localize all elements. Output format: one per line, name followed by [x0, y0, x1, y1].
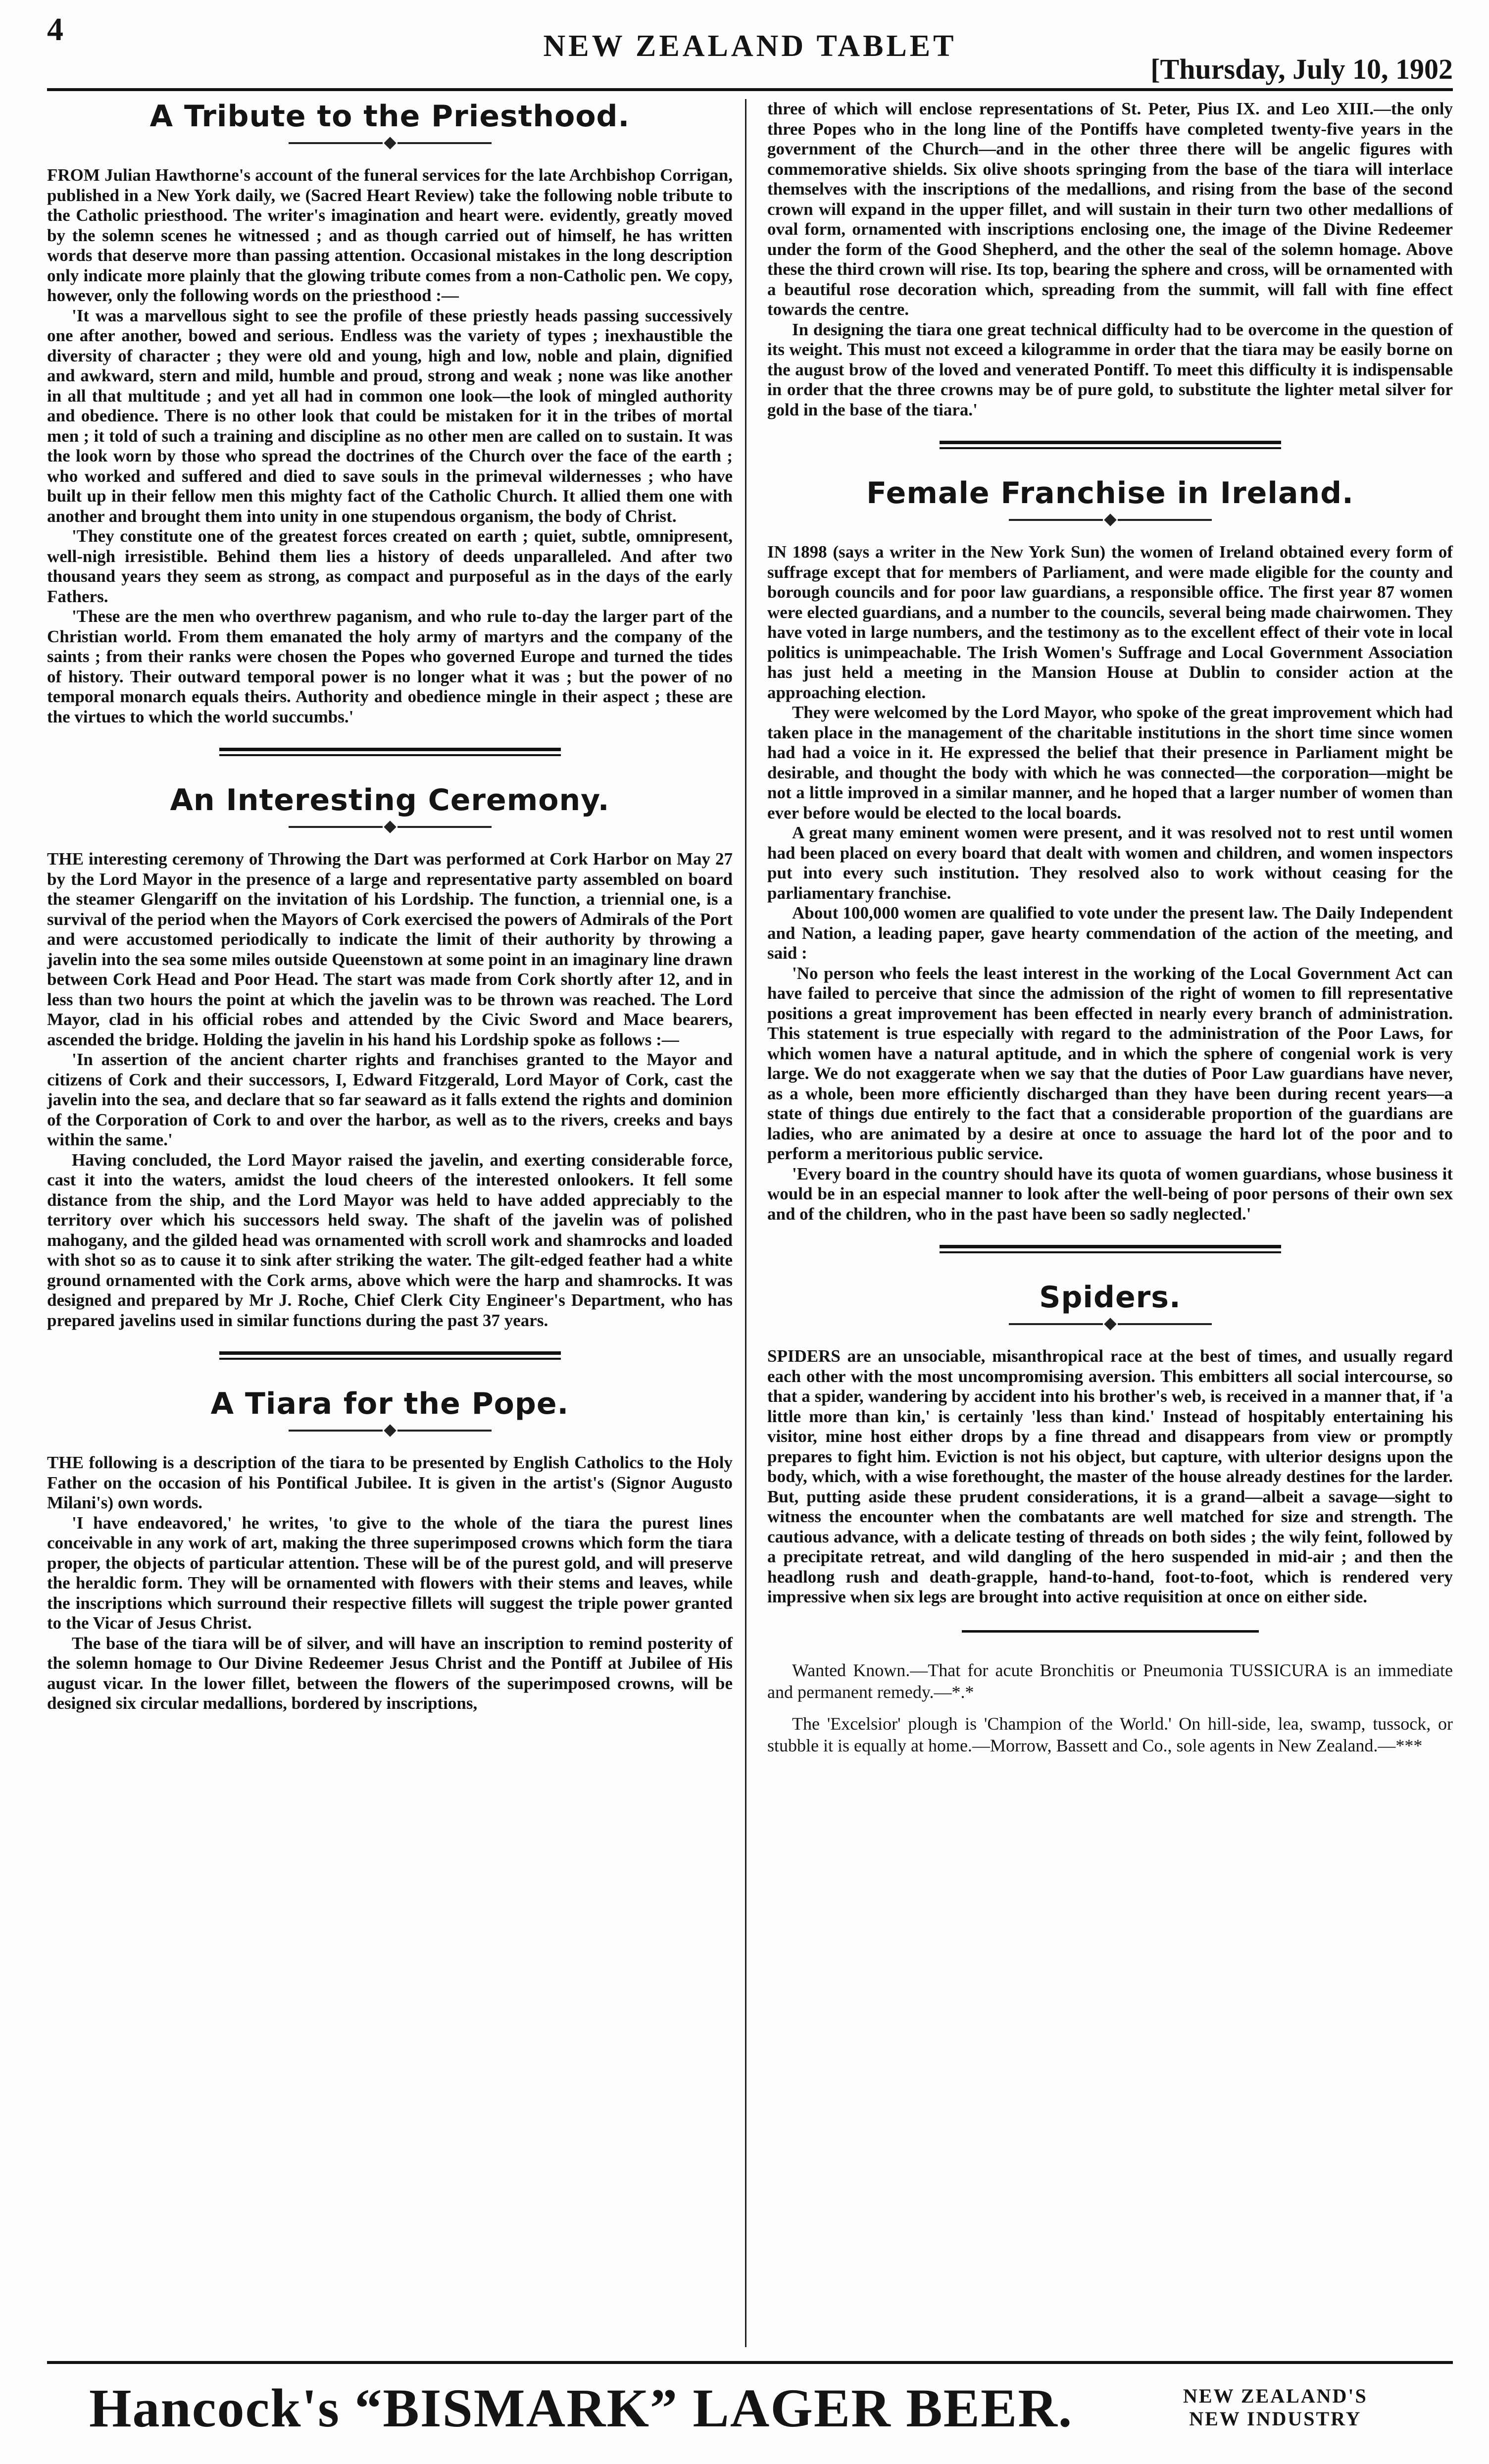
paragraph: 'It was a marvellous sight to see the profile of these priestly heads passing successively one after another, bowed and serious. Endless was the variety of types ; inexhaustible the diversity of character ; they were old and young, high and low, noble and plain, dignified and awkward, stern and mild, humble and proud, strong and weak ; none was like another in all that multitude ; and yet all had in common one look—the look of mingled authority and obedience. There is no other look that could be mistaken for it in the tribes of mortal men ; it told of such a training and discipline as no other men are called on to sustain. It was the look worn by those who spread the doctrines of the Church over the face of the earth ; who worked and suffered and died to save souls in the primeval wildernesses ; who have built up in their fellow men this mighty fact of the Catholic Church. It allied them one with another and brought them into unity in one stupendous organism, the body of Christ. — [47, 306, 733, 526]
newspaper-title: NEW ZEALAND TABLET — [543, 29, 957, 63]
article-separator — [219, 1351, 561, 1360]
ornament-divider — [767, 1320, 1453, 1329]
paragraph: A great many eminent women were present, and it was resolved not to rest until women had been placed on every board that dealt with women and children, and women inspectors put into every such institution. They resolved also to work without ceasing for the parliamentary franchise. — [767, 823, 1453, 903]
article-interesting-ceremony — [47, 783, 733, 1331]
article-female-franchise — [767, 476, 1453, 1224]
page-number: 4 — [47, 11, 63, 48]
notice-tussicura: Wanted Known.—That for acute Bronchitis or Pneumonia TUSSICURA is an immediate and permanent remedy.—*.* — [767, 1660, 1453, 1702]
notice-excelsior-plough: The 'Excelsior' plough is 'Champion of the World.' On hill-side, lea, swamp, tussock, or stubble it is equally at home.—Morrow, Bassett and Co., sole agents in New Zealand.—*** — [767, 1713, 1453, 1755]
paragraph: 'Every board in the country should have its quota of women guardians, whose business it would be in an especial manner to look after the well-being of poor persons of their own sex and of the children, who in the past have been so sadly neglected.' — [767, 1164, 1453, 1224]
column-rule — [745, 99, 746, 2347]
article-title: A Tiara for the Pope. — [210, 1386, 569, 1421]
ornament-divider — [47, 822, 733, 831]
tagline-line: NEW INDUSTRY — [1189, 2408, 1362, 2430]
issue-date: [Thursday, July 10, 1902 — [1150, 53, 1453, 85]
article-spiders — [767, 1280, 1453, 1607]
paragraph: The base of the tiara will be of silver, and will have an inscription to remind posterity of the solemn homage to Our Divine Redeemer Jesus Christ and the Pontiff at Jubilee of His august vicar. In the lower fillet, between the flowers of the superimposed crowns, will be designed six circular medallions, bordered by inscriptions, — [47, 1633, 733, 1713]
paragraph: In designing the tiara one great technical difficulty had to be overcome in the question of its weight. This must not exceed a kilogramme in order that the tiara may be easily borne on the august brow of the loved and venerated Pontiff. To meet this difficulty it is indispensable in order that the three crowns may be of pure gold, to substitute the lighter metal silver for gold in the base of the tiara.' — [767, 319, 1453, 419]
paragraph: THE following is a description of the tiara to be presented by English Catholics to the Holy Father on the occasion of his Pontifical Jubilee. It is given in the artist's (Signor Augusto Milani's) own words. — [47, 1453, 733, 1512]
masthead — [47, 9, 1453, 91]
ornament-divider — [47, 1426, 733, 1435]
ornament-divider — [767, 515, 1453, 524]
footer-rule — [47, 2361, 1453, 2364]
paragraph: THE interesting ceremony of Throwing the Dart was performed at Cork Harbor on May 27 by the Lord Mayor in the presence of a large and representative party assembled on board the steamer Glengariff on the invitation of his Lordship. The function, a triennial one, is a survival of the period when the Mayors of Cork exercised the powers of Admirals of the Port and were accustomed periodically to indicate the limit of their authority by throwing a javelin into the sea some miles outside Queenstown at some point in an imaginary line drawn between Cork Head and Poor Head. The start was made from Cork shortly after 12, and in less than two hours the point at which the javelin was to be thrown was reached. The Lord Mayor, clad in his official robes and attended by the Civic Sword and Mace bearers, ascended the bridge. Holding the javelin in his hand his Lordship spoke as follows :— — [47, 849, 733, 1049]
article-separator — [219, 748, 561, 756]
paragraph: three of which will enclose representations of St. Peter, Pius IX. and Leo XIII.—the only three Popes who in the long line of the Pontiffs have completed twenty-five years in the government of the Church—and in the other three there will be angelic figures with commemorative shields. Six olive shoots springing from the base of the tiara will interlace themselves with the inscriptions of the medallions, and rising from the base of the second crown will expand in the upper fillet, and will sustain in their turn two other medallions of oval form, ornamented with inscriptions enclosing one, the image of the Divine Redeemer under the form of the Good Shepherd, and the other the seal of the solemn homage. Above these the third crown will rise. Its top, bearing the sphere and cross, will be ornamented with a beautiful rose decoration which, spreading from the summit, will fall with fine effect towards the centre. — [767, 99, 1453, 319]
notices — [767, 1659, 1453, 1756]
paragraph: IN 1898 (says a writer in the New York Sun) the women of Ireland obtained every form of suffrage except that for members of Parliament, and were made eligible for the county and borough councils and for poor law guardians, a responsible office. The first year 87 women were elected guardians, and a number to the councils, several being made chairwomen. They have voted in large numbers, and the testimony as to the excellent effect of their vote in local politics is unimpeachable. The Irish Women's Suffrage and Local Government Association has just held a meeting in the Mansion House at Dublin to consider action at the approaching election. — [767, 542, 1453, 702]
paragraph: 'No person who feels the least interest in the working of the Local Government Act can have failed to perceive that since the admission of the right of women to fill representative positions a great improvement has been effected in nearly every branch of administration. This statement is true especially with regard to the administration of the Poor Laws, for which women have a natural aptitude, and in which the sphere of congenial work is very large. We do not exaggerate when we say that the duties of Poor Law guardians have never, as a whole, been more efficiently discharged than they have been during recent years—a state of things due entirely to the fact that a considerable proportion of the guardians are ladies, who are animated by a desire at once to assuage the hard lot of the poor and to perform a meritorious public service. — [767, 963, 1453, 1163]
paragraph: FROM Julian Hawthorne's account of the funeral services for the late Archbishop Corrigan, published in a New York daily, we (Sacred Heart Review) take the following noble tribute to the Catholic priesthood. The writer's imagination and heart were. evidently, greatly moved by the solemn scenes he witnessed ; and as though carried out of himself, he has written words that deserve more than passing attention. Occasional mistakes in the long description only indicate more plainly that the glowing tribute comes from a non-Catholic pen. We copy, however, only the following words on the priesthood :— — [47, 165, 733, 305]
article-title: An Interesting Ceremony. — [170, 783, 610, 818]
paragraph: Having concluded, the Lord Mayor raised the javelin, and exerting considerable force, cast it into the waters, amidst the loud cheers of the interested onlookers. It fell some distance from the ship, and the Lord Mayor was held to have added appreciably to the territory over which his successors held sway. The shaft of the javelin was of polished mahogany, and the gilded head was ornamented with scroll work and shamrocks and loaded with shot so as to cause it to sink after striking the water. The gilt-edged feather had a white ground ornamented with the Cork arms, above which were the harp and shamrocks. It was designed and prepared by Mr J. Roche, Chief Clerk City Engineer's Department, who has prepared javelins used in similar functions during the past 37 years. — [47, 1150, 733, 1330]
paragraph: SPIDERS are an unsociable, misanthropical race at the best of times, and usually regard each other with the most uncompromising aversion. This embitters all social intercourse, so that a spider, wandering by accident into his brother's web, is received in a manner that, if 'a little more than kin,' is certainly 'less than kind.' Instead of hospitably entertaining his visitor, mine host either drops by a fine thread and disappears from view or promptly prepares to fight him. Eviction is not his object, but capture, with ulterior designs upon the body, which, with a wise forethought, the master of the house already destines for the larder. But, putting aside these prudent considerations, it is a grand—albeit a savage—sight to witness the encounter when the combatants are well matched for size and strength. The cautious advance, with a delicate testing of threads on both sides ; the wily feint, followed by a precipitate retreat, and wild dangling of the hero suspended in mid-air ; and then the headlong rush and death-grapple, hand-to-hand, foot-to-foot, which is rendered very impressive when six legs are brought into active requisition at once on either side. — [767, 1346, 1453, 1606]
paragraph: 'These are the men who overthrew paganism, and who rule to-day the larger part of the Christian world. From them emanated the holy army of martyrs and the company of the saints ; from their ranks were chosen the Popes who governed Europe and turned the tides of history. Their outward temporal power is no longer what it was ; but the power of no temporal monarch equals theirs. Authority and obedience mingle in their aspect ; these are the virtues to which the world succumbs.' — [47, 607, 733, 726]
article-title: Spiders. — [1039, 1280, 1181, 1315]
ornament-divider — [47, 139, 733, 148]
article-title: Female Franchise in Ireland. — [866, 476, 1354, 511]
article-separator — [940, 441, 1281, 449]
notice-separator — [962, 1630, 1259, 1633]
article-tribute-priesthood — [47, 99, 733, 727]
paragraph: About 100,000 women are qualified to vote under the present law. The Daily Independent and Nation, a leading paper, gave hearty commendation of the action of the meeting, and said : — [767, 903, 1453, 963]
article-tiara-continued — [767, 99, 1453, 420]
right-column — [767, 99, 1453, 1766]
paragraph: 'In assertion of the ancient charter rights and franchises granted to the Mayor and citizens of Cork and their successors, I, Edward Fitzgerald, Lord Mayor of Cork, cast the javelin into the sea, and declare that so far seaward as it falls extend the rights and dominion of the Corporation of Cork to and over the harbor, as well as to the rivers, creeks and bays within the same.' — [47, 1050, 733, 1149]
article-tiara-pope — [47, 1386, 733, 1714]
tagline-line: NEW ZEALAND'S — [1183, 2385, 1368, 2407]
paragraph: 'They constitute one of the greatest forces created on earth ; quiet, subtle, omnipresent, well-nigh irresistible. Behind them lies a history of deeds unparalleled. And after two thousand years they seem as strong, as compact and purposeful as in the days of the early Fathers. — [47, 526, 733, 606]
left-column — [47, 99, 733, 1714]
advertisement-headline: Hancock's “BISMARK” LAGER BEER. — [89, 2378, 1073, 2438]
paragraph: 'I have endeavored,' he writes, 'to give to the whole of the tiara the purest lines conceivable in any work of art, making the three superimposed crowns which form the tiara proper, the objects of particular attention. These will be of the purest gold, and will preserve the heraldic form. They will be ornamented with flowers with their stems and leaves, while the inscriptions which surround their respective fillets will suggest the triple power granted to the Vicar of Jesus Christ. — [47, 1513, 733, 1633]
article-separator — [940, 1245, 1281, 1253]
advertisement-tagline — [1183, 2385, 1368, 2430]
paragraph: They were welcomed by the Lord Mayor, who spoke of the great improvement which had taken place in the management of the charitable institutions in the short time since women had had a voice in it. He expressed the belief that their presence in Parliament might be desirable, and thought the body with which he was connected—the corporation—might be not a little improved in a similar manner, and he hoped that a larger number of women than ever before would be elected to the local boards. — [767, 703, 1453, 822]
article-title: A Tribute to the Priesthood. — [149, 99, 630, 134]
